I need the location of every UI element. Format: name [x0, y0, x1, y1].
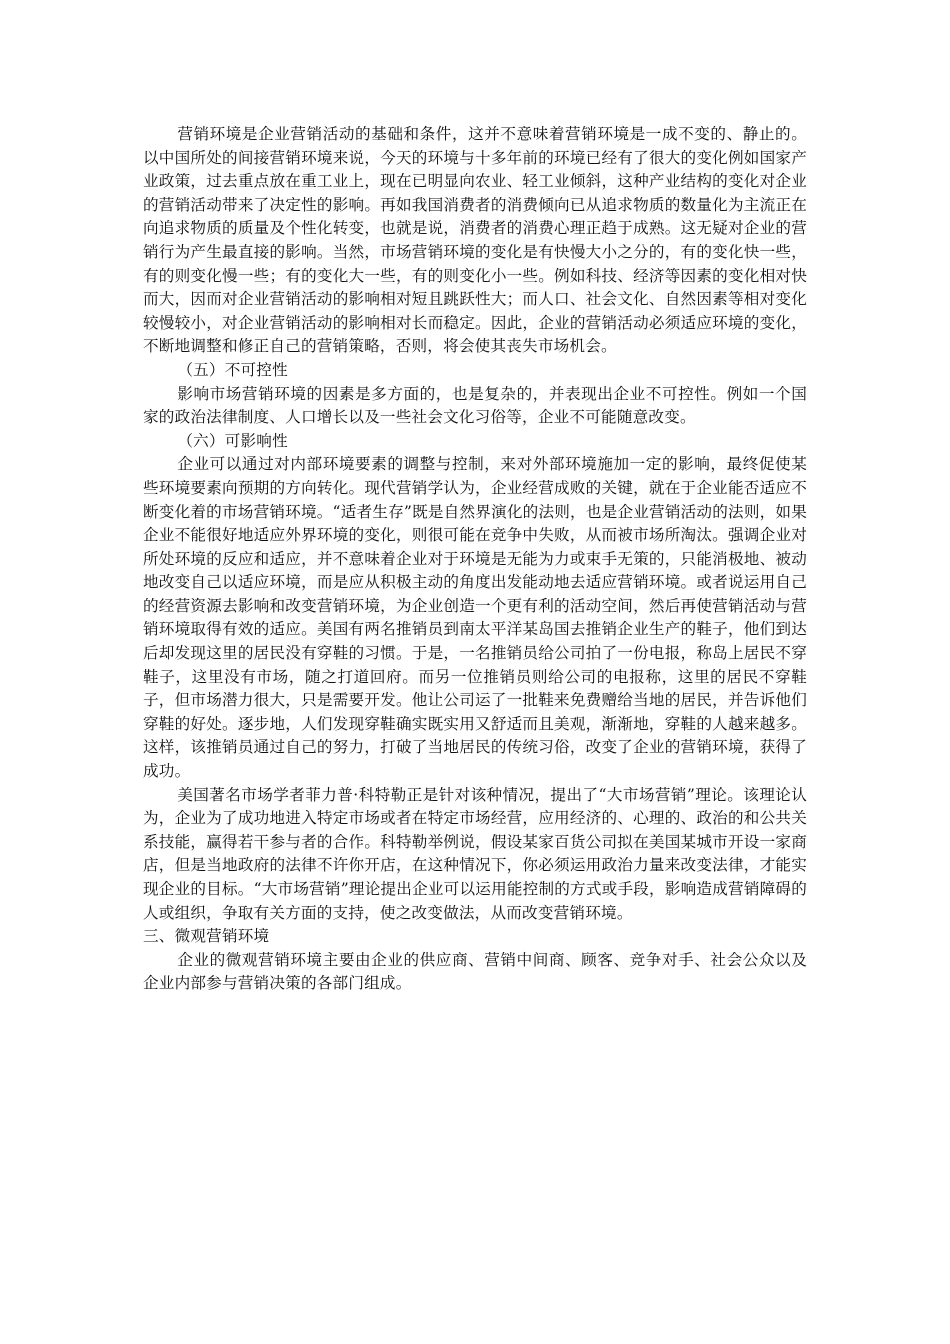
section-heading-micro-environment: 三、微观营销环境 — [143, 927, 270, 946]
paragraph-megamarketing: 美国著名市场学者菲力普·科特勒正是针对该种情况，提出了“大市场营销”理论。该理论认为，企业为了成功地进入特定市场或者在特定市场经营，应用经济的、心理的、政治的和公共关系技能，赢得若干参与者的合作。科特勒举例说，假设某家百货公司拟在美国某城市开设一家商店，但是当地政府的法律不许你开店，在这种情况下，你必须运用政治力量来改变法律，才能实现企业的目标。“大市场营销”理论提出企业可以运用能控制的方式或手段，影响造成营销障碍的人或组织，争取有关方面的支持，使之改变做法，从而改变营销环境。 — [143, 785, 807, 922]
paragraph-uncontrollability: 影响市场营销环境的因素是多方面的，也是复杂的，并表现出企业不可控性。例如一个国家的政治法律制度、人口增长以及一些社会文化习俗等，企业不可能随意改变。 — [143, 384, 807, 427]
subheading-influenceability: （六）可影响性 — [177, 431, 288, 450]
subheading-uncontrollability: （五）不可控性 — [177, 360, 288, 379]
document-body — [143, 123, 807, 996]
paragraph-influenceability: 企业可以通过对内部环境要素的调整与控制，来对外部环境施加一定的影响，最终促使某些环境要素向预期的方向转化。现代营销学认为，企业经营成败的关键，就在于企业能否适应不断变化着的市场营销环境。“适者生存”既是自然界演化的法则，也是企业营销活动的法则，如果企业不能很好地适应外界环境的变化，则很可能在竞争中失败，从而被市场所淘汰。强调企业对所处环境的反应和适应，并不意味着企业对于环境是无能为力或束手无策的，只能消极地、被动地改变自己以适应环境，而是应从积极主动的角度出发能动地去适应营销环境。或者说运用自己的经营资源去影响和改变营销环境，为企业创造一个更有利的活动空间，然后再使营销活动与营销环境取得有效的适应。美国有两名推销员到南太平洋某岛国去推销企业生产的鞋子，他们到达后却发现这里的居民没有穿鞋的习惯。于是，一名推销员给公司拍了一份电报，称岛上居民不穿鞋子，这里没有市场，随之打道回府。而另一位推销员则给公司的电报称，这里的居民不穿鞋子，但市场潜力很大，只是需要开发。他让公司运了一批鞋来免费赠给当地的居民，并告诉他们穿鞋的好处。逐步地，人们发现穿鞋确实既实用又舒适而且美观，渐渐地，穿鞋的人越来越多。这样，该推销员通过自己的努力，打破了当地居民的传统习俗，改变了企业的营销环境，获得了成功。 — [143, 455, 807, 781]
paragraph-environment-change: 营销环境是企业营销活动的基础和条件，这并不意味着营销环境是一成不变的、静止的。以中国所处的间接营销环境来说，今天的环境与十多年前的环境已经有了很大的变化例如国家产业政策，过去重点放在重工业上，现在已明显向农业、轻工业倾斜，这种产业结构的变化对企业的营销活动带来了决定性的影响。再如我国消费者的消费倾向已从追求物质的数量化为主流正在向追求物质的质量及个性化转变，也就是说，消费者的消费心理正趋于成熟。这无疑对企业的营销行为产生最直接的影响。当然，市场营销环境的变化是有快慢大小之分的，有的变化快一些，有的则变化慢一些；有的变化大一些，有的则变化小一些。例如科技、经济等因素的变化相对快而大，因而对企业营销活动的影响相对短且跳跃性大；而人口、社会文化、自然因素等相对变化较慢较小，对企业营销活动的影响相对长而稳定。因此，企业的营销活动必须适应环境的变化，不断地调整和修正自己的营销策略，否则，将会使其丧失市场机会。 — [143, 125, 807, 356]
paragraph-micro-environment: 企业的微观营销环境主要由企业的供应商、营销中间商、顾客、竞争对手、社会公众以及企业内部参与营销决策的各部门组成。 — [143, 950, 807, 993]
